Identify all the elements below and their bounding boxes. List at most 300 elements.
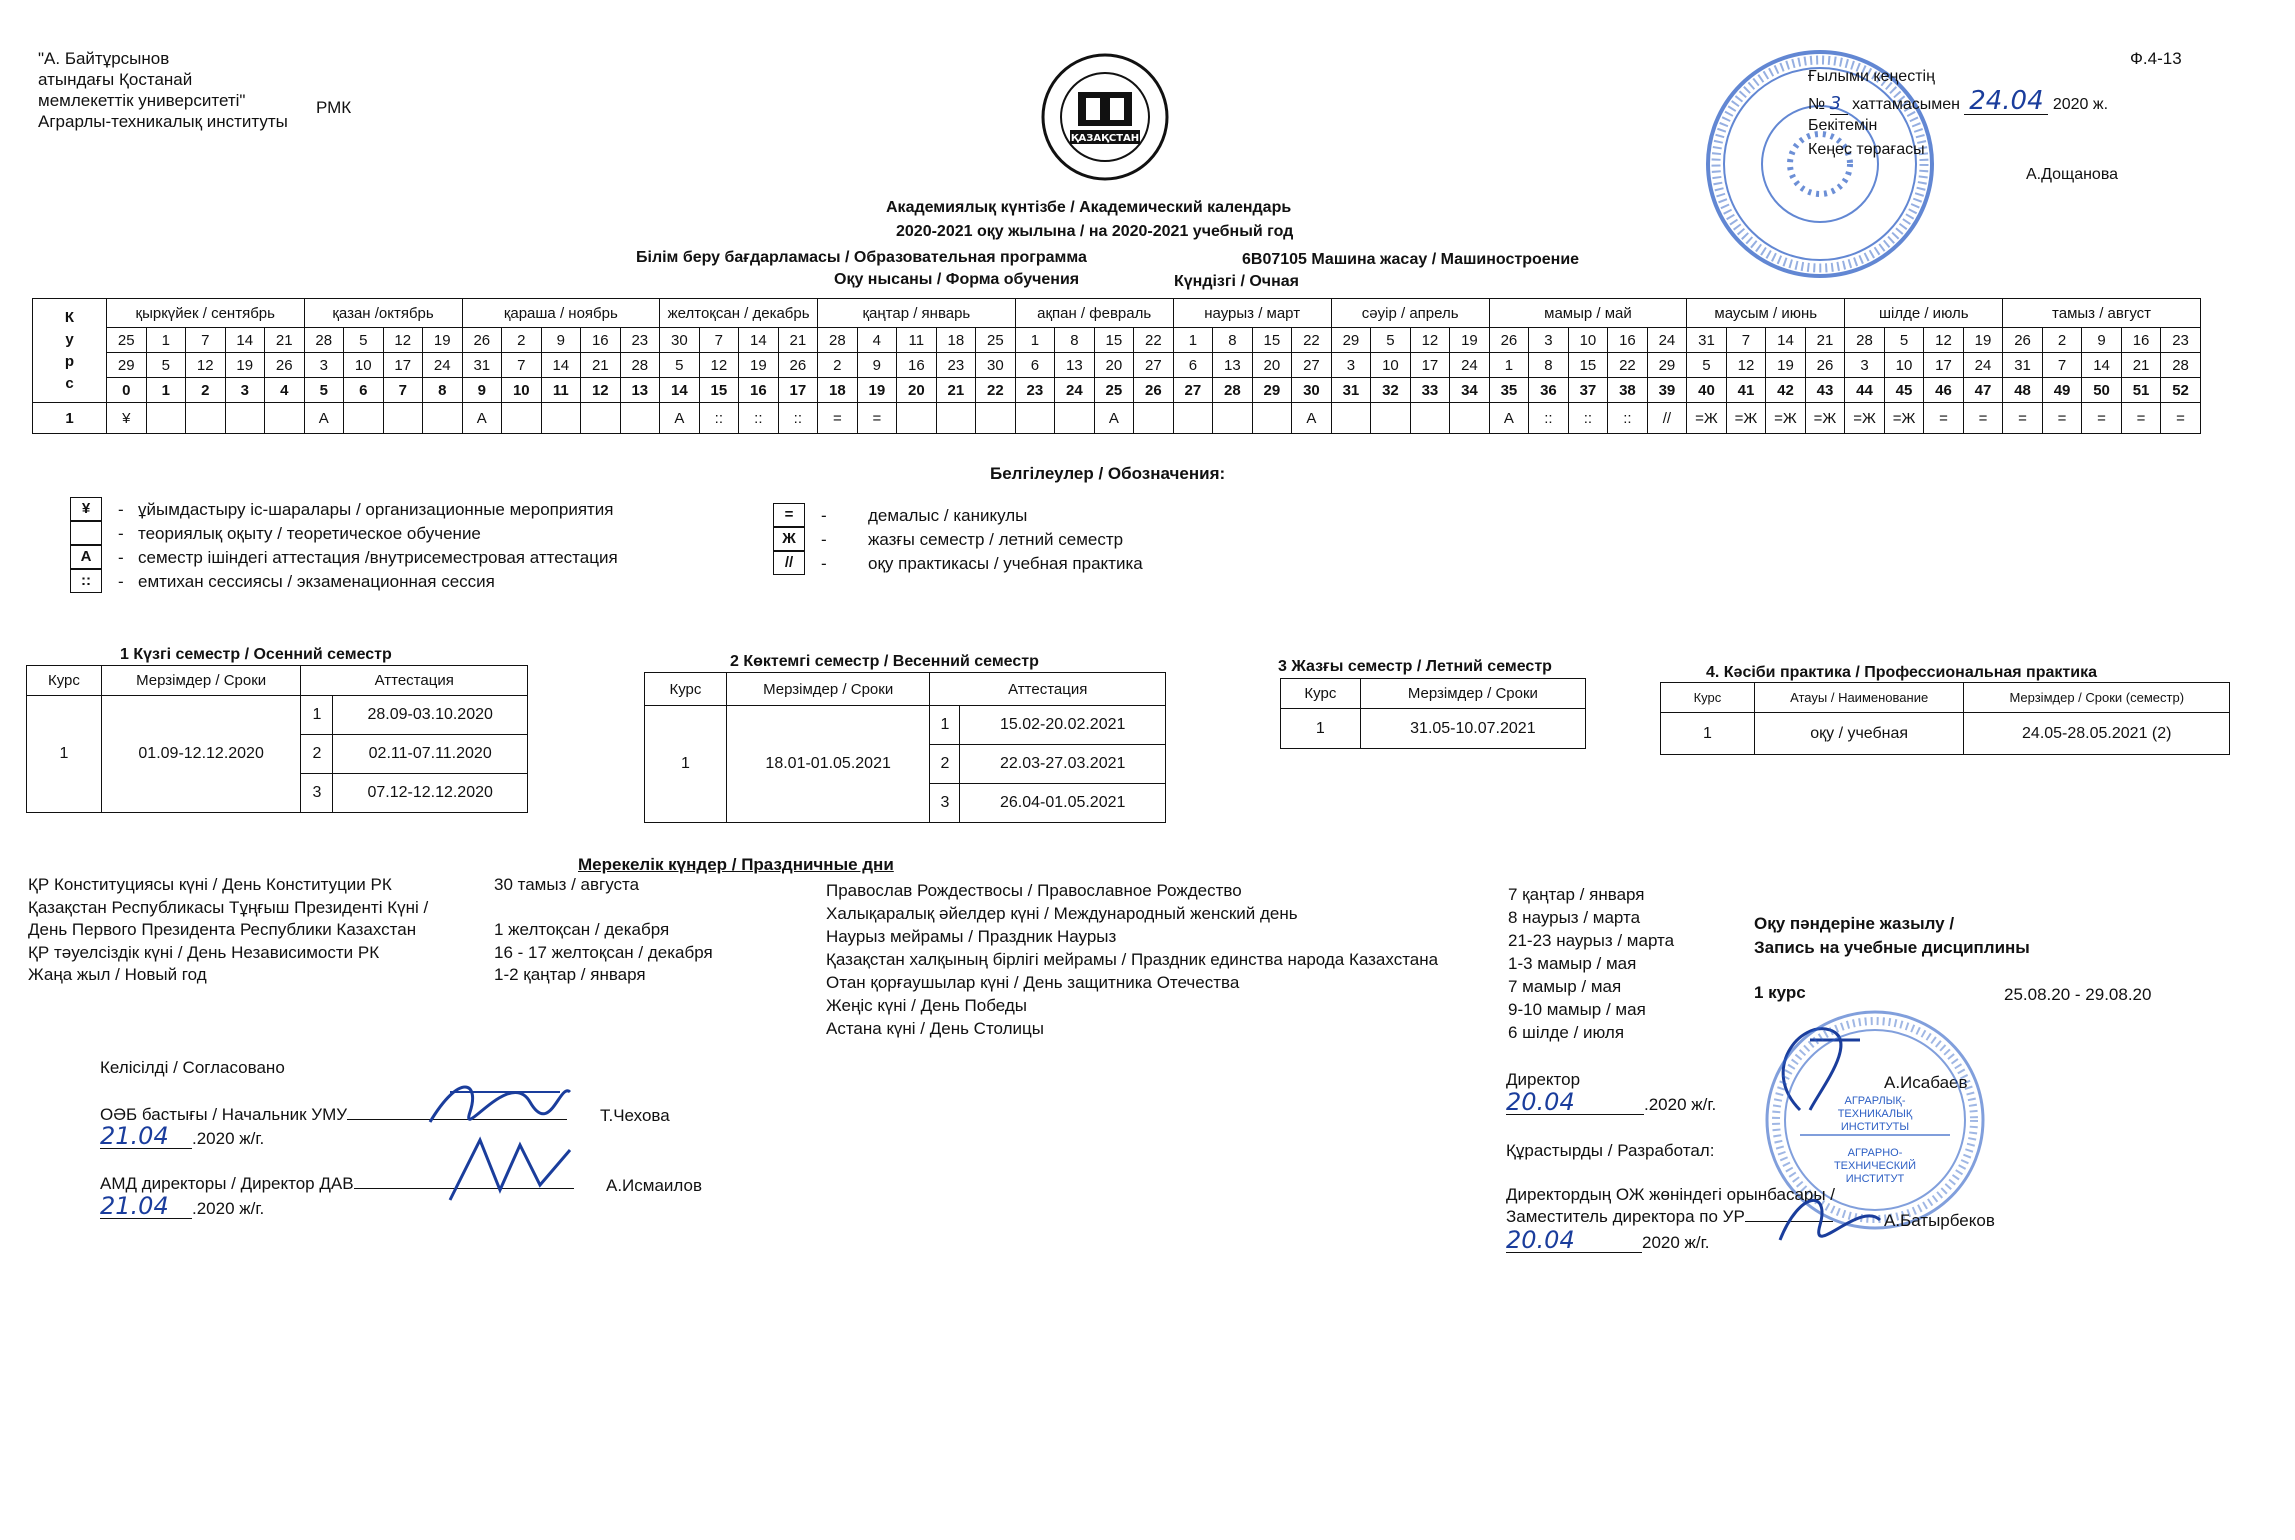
sem1-att-num: 2 bbox=[301, 735, 333, 774]
course-week-cell bbox=[1055, 403, 1095, 434]
kurs-label: К у р с bbox=[64, 308, 75, 392]
week-number-cell: 30 bbox=[1292, 378, 1332, 403]
legend-symbol: = bbox=[773, 503, 805, 527]
week-end-cell: 14 bbox=[2082, 353, 2122, 378]
approval-mid: хаттамасымен bbox=[1852, 96, 1960, 113]
course-week-cell bbox=[383, 403, 423, 434]
approval-protocol-number: 3 bbox=[1829, 93, 1842, 114]
week-start-cell: 23 bbox=[2161, 328, 2201, 353]
university-logo bbox=[1040, 52, 1170, 182]
week-number-cell: 4 bbox=[265, 378, 305, 403]
holiday-date: 30 тамыз / августа bbox=[494, 875, 640, 894]
director-name: А.Исабаев bbox=[1884, 1073, 1968, 1092]
week-number-cell: 49 bbox=[2042, 378, 2082, 403]
week-number-cell: 0 bbox=[107, 378, 147, 403]
week-start-cell: 21 bbox=[1805, 328, 1845, 353]
legend-symbol: ¥ bbox=[70, 497, 102, 521]
course-week-cell bbox=[225, 403, 265, 434]
week-number-cell: 37 bbox=[1568, 378, 1608, 403]
course-week-cell bbox=[936, 403, 976, 434]
sem1-header-att: Аттестация bbox=[301, 666, 528, 696]
umu-date-line bbox=[100, 1124, 264, 1149]
course-week-cell bbox=[1252, 403, 1292, 434]
week-number-cell: 40 bbox=[1687, 378, 1727, 403]
course-week-cell bbox=[1371, 403, 1411, 434]
umu-name: Т.Чехова bbox=[600, 1106, 670, 1125]
dav-signature bbox=[440, 1130, 580, 1210]
week-end-cell: 29 bbox=[107, 353, 147, 378]
course-week-cell: =Ж bbox=[1805, 403, 1845, 434]
week-end-cell: 31 bbox=[2003, 353, 2043, 378]
week-end-cell: 26 bbox=[1805, 353, 1845, 378]
director-date-suffix: .2020 ж/г. bbox=[1644, 1095, 1717, 1114]
week-end-cell: 13 bbox=[1055, 353, 1095, 378]
week-end-cell: 7 bbox=[502, 353, 542, 378]
legend-dash: - bbox=[821, 554, 827, 573]
agreed-title: Келісілді / Согласовано bbox=[100, 1058, 285, 1077]
week-number-cell: 27 bbox=[1173, 378, 1213, 403]
sem1-att-date: 07.12-12.12.2020 bbox=[333, 774, 528, 813]
week-number-cell: 18 bbox=[818, 378, 858, 403]
approval-name: А.Дощанова bbox=[2026, 166, 2119, 183]
week-start-cell: 12 bbox=[1410, 328, 1450, 353]
sem2-terms: 18.01-01.05.2021 bbox=[726, 706, 930, 823]
week-end-cell: 20 bbox=[1094, 353, 1134, 378]
umu-date-suffix: .2020 ж/г. bbox=[192, 1129, 265, 1148]
week-start-cell: 16 bbox=[2121, 328, 2161, 353]
sem3-title: 3 Жазғы семестр / Летний семестр bbox=[1278, 658, 1552, 675]
legend-symbol: :: bbox=[70, 569, 102, 593]
umu-date: 21.04 bbox=[100, 1124, 192, 1149]
week-number-cell: 16 bbox=[739, 378, 779, 403]
week-end-cell: 3 bbox=[1845, 353, 1885, 378]
approval-line3: Бекітемін bbox=[1808, 117, 1878, 134]
program-label: Білім беру бағдарламасы / Образовательная программа bbox=[636, 249, 1087, 266]
week-end-cell: 17 bbox=[1410, 353, 1450, 378]
sem2-att-date: 15.02-20.02.2021 bbox=[960, 706, 1166, 745]
week-number-cell: 32 bbox=[1371, 378, 1411, 403]
dav-date-line bbox=[100, 1194, 264, 1219]
legend-symbol: Ж bbox=[773, 527, 805, 551]
sem1-kurs: 1 bbox=[27, 696, 102, 813]
week-start-cell: 25 bbox=[107, 328, 147, 353]
course-week-cell: = bbox=[2082, 403, 2122, 434]
course-week-cell: = bbox=[1924, 403, 1964, 434]
week-end-cell: 21 bbox=[581, 353, 621, 378]
org-line: атындағы Қостанай bbox=[38, 70, 193, 89]
week-number-cell: 21 bbox=[936, 378, 976, 403]
week-end-cell: 16 bbox=[897, 353, 937, 378]
week-end-cell: 21 bbox=[2121, 353, 2161, 378]
approval-suffix: 2020 ж. bbox=[2052, 96, 2109, 113]
approval-date: 24.04 bbox=[1969, 86, 2044, 116]
week-number-cell: 29 bbox=[1252, 378, 1292, 403]
practice-title: 4. Кәсіби практика / Профессиональная практика bbox=[1706, 664, 2097, 681]
legend-symbol bbox=[70, 521, 102, 545]
week-start-cell: 21 bbox=[265, 328, 305, 353]
sem2-title: 2 Көктемгі семестр / Весенний семестр bbox=[730, 653, 1039, 670]
week-number-cell: 10 bbox=[502, 378, 542, 403]
week-number-cell: 43 bbox=[1805, 378, 1845, 403]
practice-kurs: 1 bbox=[1661, 713, 1755, 755]
course-week-cell bbox=[620, 403, 660, 434]
approval-prefix: № bbox=[1808, 96, 1826, 113]
course-week-cell bbox=[541, 403, 581, 434]
week-start-cell: 15 bbox=[1252, 328, 1292, 353]
umu-label: ОӘБ бастығы / Начальник УМУ bbox=[100, 1105, 348, 1124]
holiday-name: ҚР тәуелсіздік күні / День Независимости РК bbox=[28, 942, 380, 962]
legend-dash: - bbox=[118, 572, 124, 591]
week-end-cell: 20 bbox=[1252, 353, 1292, 378]
course-week-cell: :: bbox=[778, 403, 818, 434]
sem1-title: 1 Күзгі семестр / Осенний семестр bbox=[120, 646, 392, 663]
week-end-cell: 24 bbox=[1963, 353, 2003, 378]
week-start-cell: 12 bbox=[1924, 328, 1964, 353]
week-number-cell: 20 bbox=[897, 378, 937, 403]
sem3-terms: 31.05-10.07.2021 bbox=[1360, 709, 1585, 749]
sem1-terms: 01.09-12.12.2020 bbox=[101, 696, 301, 813]
course-week-cell bbox=[1015, 403, 1055, 434]
practice-header-name: Атауы / Наименование bbox=[1754, 683, 1964, 713]
course-week-cell: =Ж bbox=[1726, 403, 1766, 434]
legend-text: теориялық оқыту / теоретическое обучение bbox=[138, 524, 481, 543]
course-week-cell: = bbox=[1963, 403, 2003, 434]
legend-title: Белгілеулер / Обозначения: bbox=[990, 464, 1226, 483]
kurs-header bbox=[33, 299, 107, 403]
week-end-cell: 12 bbox=[1726, 353, 1766, 378]
course-week-cell: =Ж bbox=[1766, 403, 1806, 434]
course-week-cell: :: bbox=[1568, 403, 1608, 434]
week-number-cell: 42 bbox=[1766, 378, 1806, 403]
week-end-cell: 31 bbox=[462, 353, 502, 378]
sem2-table bbox=[644, 672, 1166, 823]
week-end-cell: 10 bbox=[1884, 353, 1924, 378]
deputy-date-suffix: 2020 ж/г. bbox=[1642, 1233, 1710, 1252]
month-header: тамыз / август bbox=[2003, 299, 2201, 328]
course-week-cell bbox=[897, 403, 937, 434]
week-start-cell: 5 bbox=[1371, 328, 1411, 353]
week-end-cell: 17 bbox=[1924, 353, 1964, 378]
legend-symbol: // bbox=[773, 551, 805, 575]
week-start-cell: 8 bbox=[1213, 328, 1253, 353]
stamp-text-1: АГРАРЛЫҚ-ТЕХНИКАЛЫҚ ИНСТИТУТЫ bbox=[1837, 1095, 1913, 1133]
sem2-att-num: 1 bbox=[930, 706, 960, 745]
course-week-cell: :: bbox=[1608, 403, 1648, 434]
legend-text: оқу практикасы / учебная практика bbox=[868, 554, 1143, 573]
week-start-cell: 30 bbox=[660, 328, 700, 353]
course-week-cell bbox=[344, 403, 384, 434]
sem1-att-num: 3 bbox=[301, 774, 333, 813]
week-number-cell: 39 bbox=[1647, 378, 1687, 403]
week-start-cell: 9 bbox=[541, 328, 581, 353]
week-number-cell: 28 bbox=[1213, 378, 1253, 403]
program-value: 6B07105 Машина жасау / Машиностроение bbox=[1242, 251, 1580, 268]
course-week-cell: = bbox=[2042, 403, 2082, 434]
holiday-name: Қазақстан Республикасы Тұңғыш Президенті Күні / bbox=[28, 897, 429, 917]
deputy-date: 20.04 bbox=[1506, 1228, 1642, 1253]
week-end-cell: 5 bbox=[146, 353, 186, 378]
course-label: 1 bbox=[33, 403, 107, 434]
course-week-cell bbox=[146, 403, 186, 434]
week-number-cell: 35 bbox=[1489, 378, 1529, 403]
course-week-cell: А bbox=[1094, 403, 1134, 434]
holiday-date: 6 шілде / июля bbox=[1508, 1023, 1625, 1042]
month-header: қазан /октябрь bbox=[304, 299, 462, 328]
org-line: мемлекеттік университеті" bbox=[38, 91, 246, 110]
week-end-cell: 28 bbox=[620, 353, 660, 378]
holiday-date: 7 қаңтар / января bbox=[1508, 885, 1645, 904]
week-number-cell: 46 bbox=[1924, 378, 1964, 403]
week-end-cell: 6 bbox=[1015, 353, 1055, 378]
legend-dash: - bbox=[821, 530, 827, 549]
enrollment-kurs: 1 курс bbox=[1754, 983, 1806, 1002]
week-start-cell: 14 bbox=[225, 328, 265, 353]
week-end-cell: 19 bbox=[1766, 353, 1806, 378]
week-start-cell: 28 bbox=[1845, 328, 1885, 353]
enrollment-line1: Оқу пәндеріне жазылу / bbox=[1754, 914, 1955, 933]
sem1-header-kurs: Курс bbox=[27, 666, 102, 696]
week-start-cell: 18 bbox=[936, 328, 976, 353]
week-number-cell: 17 bbox=[778, 378, 818, 403]
legend-dash: - bbox=[118, 500, 124, 519]
course-week-cell bbox=[1410, 403, 1450, 434]
week-start-cell: 2 bbox=[502, 328, 542, 353]
course-week-cell: = bbox=[2003, 403, 2043, 434]
holiday-date: 1-3 мамыр / мая bbox=[1508, 954, 1637, 973]
course-week-cell: А bbox=[304, 403, 344, 434]
week-number-cell: 41 bbox=[1726, 378, 1766, 403]
course-week-cell: // bbox=[1647, 403, 1687, 434]
week-start-cell: 9 bbox=[2082, 328, 2122, 353]
week-start-cell: 7 bbox=[699, 328, 739, 353]
holiday-date: 7 мамыр / мая bbox=[1508, 977, 1622, 996]
course-week-cell: =Ж bbox=[1687, 403, 1727, 434]
title-line2: 2020-2021 оқу жылына / на 2020-2021 учебный год bbox=[896, 223, 1294, 240]
week-number-cell: 31 bbox=[1331, 378, 1371, 403]
week-end-cell: 5 bbox=[1687, 353, 1727, 378]
week-end-cell: 19 bbox=[225, 353, 265, 378]
month-header: сәуір / апрель bbox=[1331, 299, 1489, 328]
week-number-cell: 19 bbox=[857, 378, 897, 403]
week-number-cell: 9 bbox=[462, 378, 502, 403]
holiday-name: День Первого Президента Республики Казахстан bbox=[28, 920, 417, 939]
week-end-cell: 27 bbox=[1134, 353, 1174, 378]
week-start-cell: 1 bbox=[1173, 328, 1213, 353]
week-number-cell: 51 bbox=[2121, 378, 2161, 403]
deputy-name: А.Батырбеков bbox=[1884, 1211, 1995, 1230]
form-code: Ф.4-13 bbox=[2130, 49, 2182, 68]
week-end-cell: 29 bbox=[1647, 353, 1687, 378]
holiday-name: Астана күні / День Столицы bbox=[826, 1019, 1044, 1038]
week-number-cell: 48 bbox=[2003, 378, 2043, 403]
course-week-cell bbox=[265, 403, 305, 434]
week-start-cell: 14 bbox=[1766, 328, 1806, 353]
week-number-cell: 33 bbox=[1410, 378, 1450, 403]
sem1-att-date: 28.09-03.10.2020 bbox=[333, 696, 528, 735]
week-end-cell: 8 bbox=[1529, 353, 1569, 378]
sem2-att-date: 26.04-01.05.2021 bbox=[960, 784, 1166, 823]
logo-text: ҚАЗАҚСТАН bbox=[1070, 133, 1140, 144]
week-number-cell: 14 bbox=[660, 378, 700, 403]
week-start-cell: 5 bbox=[1884, 328, 1924, 353]
week-number-cell: 2 bbox=[186, 378, 226, 403]
holiday-name: ҚР Конституциясы күні / День Конституции РК bbox=[28, 875, 392, 894]
week-start-cell: 28 bbox=[818, 328, 858, 353]
week-end-cell: 30 bbox=[976, 353, 1016, 378]
week-start-cell: 21 bbox=[778, 328, 818, 353]
sem1-header-terms: Мерзімдер / Сроки bbox=[101, 666, 301, 696]
week-start-cell: 12 bbox=[383, 328, 423, 353]
course-week-cell bbox=[423, 403, 463, 434]
holiday-date: 9-10 мамыр / мая bbox=[1508, 1000, 1646, 1019]
holiday-name: Наурыз мейрамы / Праздник Наурыз bbox=[826, 927, 1117, 946]
week-number-cell: 44 bbox=[1845, 378, 1885, 403]
week-number-cell: 47 bbox=[1963, 378, 2003, 403]
week-number-cell: 5 bbox=[304, 378, 344, 403]
week-number-cell: 1 bbox=[146, 378, 186, 403]
week-start-cell: 7 bbox=[1726, 328, 1766, 353]
sem2-kurs: 1 bbox=[645, 706, 727, 823]
course-week-cell bbox=[502, 403, 542, 434]
dav-date: 21.04 bbox=[100, 1194, 192, 1219]
dav-name: А.Исмаилов bbox=[606, 1176, 703, 1195]
week-number-cell: 52 bbox=[2161, 378, 2201, 403]
holiday-date: 1-2 қаңтар / января bbox=[494, 965, 646, 984]
practice-header-kurs: Курс bbox=[1661, 683, 1755, 713]
week-end-cell: 15 bbox=[1568, 353, 1608, 378]
week-start-cell: 28 bbox=[304, 328, 344, 353]
week-end-cell: 12 bbox=[699, 353, 739, 378]
course-week-cell: =Ж bbox=[1884, 403, 1924, 434]
month-header: желтоқсан / декабрь bbox=[660, 299, 818, 328]
week-end-cell: 10 bbox=[344, 353, 384, 378]
sem2-header-att: Аттестация bbox=[930, 673, 1166, 706]
sem1-table bbox=[26, 665, 528, 813]
week-end-cell: 22 bbox=[1608, 353, 1648, 378]
sem2-header-terms: Мерзімдер / Сроки bbox=[726, 673, 930, 706]
holiday-date: 21-23 наурыз / марта bbox=[1508, 931, 1675, 950]
week-start-cell: 10 bbox=[1568, 328, 1608, 353]
week-end-cell: 23 bbox=[936, 353, 976, 378]
academic-calendar-table bbox=[32, 298, 2201, 434]
week-start-cell: 25 bbox=[976, 328, 1016, 353]
course-week-cell bbox=[581, 403, 621, 434]
week-number-cell: 50 bbox=[2082, 378, 2122, 403]
week-start-cell: 26 bbox=[462, 328, 502, 353]
week-number-cell: 26 bbox=[1134, 378, 1174, 403]
week-end-cell: 12 bbox=[186, 353, 226, 378]
week-start-cell: 5 bbox=[344, 328, 384, 353]
week-number-cell: 7 bbox=[383, 378, 423, 403]
holidays-title: Мерекелік күндер / Праздничные дни bbox=[578, 855, 894, 874]
form-label: Оқу нысаны / Форма обучения bbox=[834, 271, 1080, 288]
week-number-cell: 36 bbox=[1529, 378, 1569, 403]
week-end-cell: 19 bbox=[739, 353, 779, 378]
course-week-cell: А bbox=[1489, 403, 1529, 434]
week-number-cell: 22 bbox=[976, 378, 1016, 403]
week-start-cell: 16 bbox=[581, 328, 621, 353]
developer-label: Құрастырды / Разработал: bbox=[1506, 1141, 1715, 1160]
week-end-cell: 24 bbox=[423, 353, 463, 378]
holiday-date: 1 желтоқсан / декабря bbox=[494, 920, 670, 939]
week-start-cell: 31 bbox=[1687, 328, 1727, 353]
week-end-cell: 7 bbox=[2042, 353, 2082, 378]
legend-dash: - bbox=[821, 506, 827, 525]
dav-date-suffix: .2020 ж/г. bbox=[192, 1199, 265, 1218]
practice-table bbox=[1660, 682, 2230, 755]
director-label: Директор bbox=[1506, 1070, 1581, 1089]
week-number-cell: 34 bbox=[1450, 378, 1490, 403]
week-start-cell: 19 bbox=[1450, 328, 1490, 353]
deputy-title: Заместитель директора по УР bbox=[1506, 1207, 1745, 1226]
week-number-cell: 25 bbox=[1094, 378, 1134, 403]
course-week-cell: :: bbox=[699, 403, 739, 434]
week-number-cell: 23 bbox=[1015, 378, 1055, 403]
holiday-name: Қазақстан халқының бірлігі мейрамы / Праздник единства народа Казахстана bbox=[826, 950, 1439, 969]
week-start-cell: 24 bbox=[1647, 328, 1687, 353]
deputy-date-line bbox=[1506, 1228, 1710, 1253]
course-week-cell bbox=[1173, 403, 1213, 434]
course-week-cell bbox=[1213, 403, 1253, 434]
month-header: наурыз / март bbox=[1173, 299, 1331, 328]
sem3-table bbox=[1280, 678, 1586, 749]
stamp-text-2: АГРАРНО-ТЕХНИЧЕСКИЙ ИНСТИТУТ bbox=[1833, 1147, 1917, 1185]
sem3-header-kurs: Курс bbox=[1281, 679, 1361, 709]
month-header: шілде / июль bbox=[1845, 299, 2003, 328]
sem2-header-kurs: Курс bbox=[645, 673, 727, 706]
month-header: мамыр / май bbox=[1489, 299, 1687, 328]
legend-text: ұйымдастыру іс-шаралары / организационные мероприятия bbox=[138, 500, 614, 519]
course-week-cell: = bbox=[2161, 403, 2201, 434]
week-start-cell: 11 bbox=[897, 328, 937, 353]
org-line: "А. Байтұрсынов bbox=[38, 49, 170, 68]
week-number-cell: 45 bbox=[1884, 378, 1924, 403]
deputy-signature bbox=[1770, 1180, 1890, 1250]
director-date-line bbox=[1506, 1090, 1716, 1115]
legend-symbol: А bbox=[70, 545, 102, 569]
enrollment-line2: Запись на учебные дисциплины bbox=[1754, 938, 2030, 957]
week-end-cell: 3 bbox=[304, 353, 344, 378]
course-week-cell bbox=[1134, 403, 1174, 434]
enrollment-dates: 25.08.20 - 29.08.20 bbox=[2004, 985, 2152, 1004]
week-end-cell: 14 bbox=[541, 353, 581, 378]
week-number-cell: 6 bbox=[344, 378, 384, 403]
holiday-name: Жеңіс күні / День Победы bbox=[826, 996, 1027, 1015]
week-start-cell: 1 bbox=[1015, 328, 1055, 353]
week-end-cell: 9 bbox=[857, 353, 897, 378]
week-start-cell: 26 bbox=[1489, 328, 1529, 353]
sem1-att-date: 02.11-07.11.2020 bbox=[333, 735, 528, 774]
course-week-cell bbox=[976, 403, 1016, 434]
week-end-cell: 13 bbox=[1213, 353, 1253, 378]
week-end-cell: 10 bbox=[1371, 353, 1411, 378]
week-start-cell: 19 bbox=[423, 328, 463, 353]
week-start-cell: 2 bbox=[2042, 328, 2082, 353]
week-start-cell: 8 bbox=[1055, 328, 1095, 353]
week-start-cell: 22 bbox=[1292, 328, 1332, 353]
course-week-cell: А bbox=[1292, 403, 1332, 434]
dav-label: АМД директоры / Директор ДАВ bbox=[100, 1174, 354, 1193]
week-start-cell: 15 bbox=[1094, 328, 1134, 353]
approval-line4: Кеңес төрағасы bbox=[1808, 141, 1925, 158]
sem2-att-date: 22.03-27.03.2021 bbox=[960, 745, 1166, 784]
week-number-cell: 3 bbox=[225, 378, 265, 403]
week-end-cell: 3 bbox=[1331, 353, 1371, 378]
week-end-cell: 27 bbox=[1292, 353, 1332, 378]
week-number-cell: 38 bbox=[1608, 378, 1648, 403]
practice-name: оқу / учебная bbox=[1754, 713, 1964, 755]
week-start-cell: 7 bbox=[186, 328, 226, 353]
